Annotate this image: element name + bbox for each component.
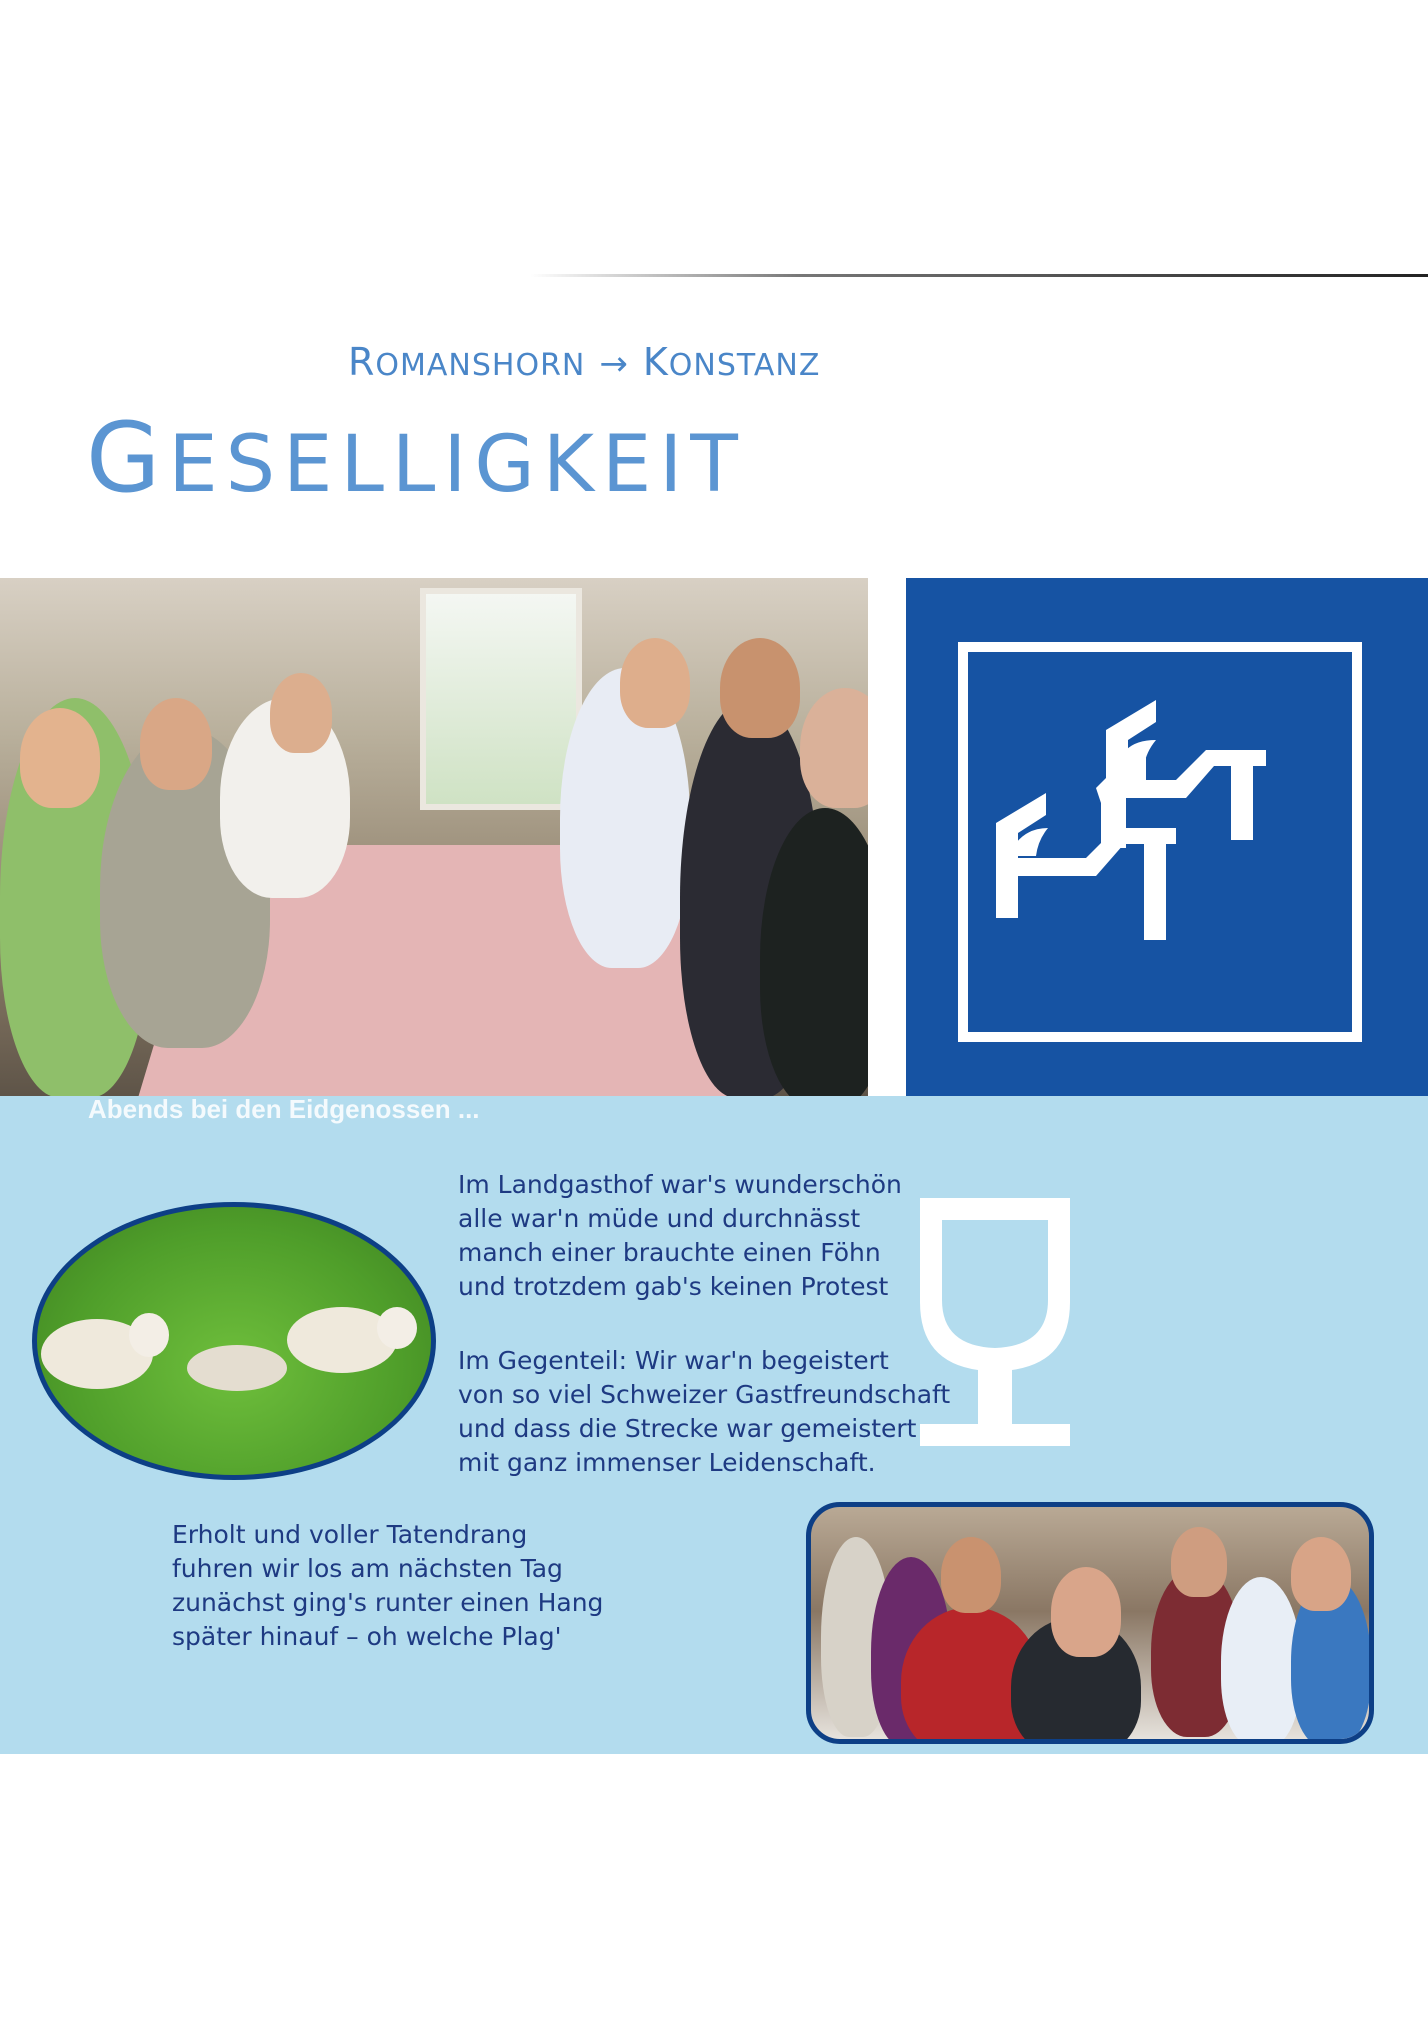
verse-line: Im Gegenteil: Wir war'n begeistert [458,1346,889,1375]
verse-line: mit ganz immenser Leidenschaft. [458,1448,876,1477]
verse-line: manch einer brauchte einen Föhn [458,1238,881,1267]
verse-line: zunächst ging's runter einen Hang [172,1588,604,1617]
page-title [86,402,746,514]
verse-line: fuhren wir los am nächsten Tag [172,1554,563,1583]
verse-1 [458,1168,902,1304]
verse-line: und dass die Strecke war gemeistert [458,1414,917,1443]
route-from-rest: OMANSHORN [375,348,586,383]
verse-line: Im Landgasthof war's wunderschön [458,1170,902,1199]
page-edge [530,274,1428,277]
route-subtitle [348,340,820,384]
verse-2 [458,1344,950,1480]
title-initial: G [86,402,169,514]
hotel-beds-icon [976,688,1346,988]
photo-caption: Abends bei den Eidgenossen ... [88,1094,480,1124]
group-restaurant-photo [806,1502,1374,1744]
hotel-sign [906,578,1428,1096]
route-to-initial: K [642,340,669,384]
verse-3 [172,1518,603,1654]
route-to-rest: ONSTANZ [668,348,821,383]
group-dinner-photo [0,578,868,1096]
wine-glass-icon [910,1192,1080,1462]
sheep-photo [32,1202,436,1480]
route-from-initial: R [348,340,376,384]
verse-line: Erholt und voller Tatendrang [172,1520,528,1549]
verse-line: und trotzdem gab's keinen Protest [458,1272,889,1301]
verse-line: alle war'n müde und durchnässt [458,1204,861,1233]
verse-line: später hinauf – oh welche Plag' [172,1622,562,1651]
route-arrow-icon: → [599,344,629,384]
title-rest: ESELLIGKEIT [168,420,746,510]
verse-line: von so viel Schweizer Gastfreundschaft [458,1380,951,1409]
